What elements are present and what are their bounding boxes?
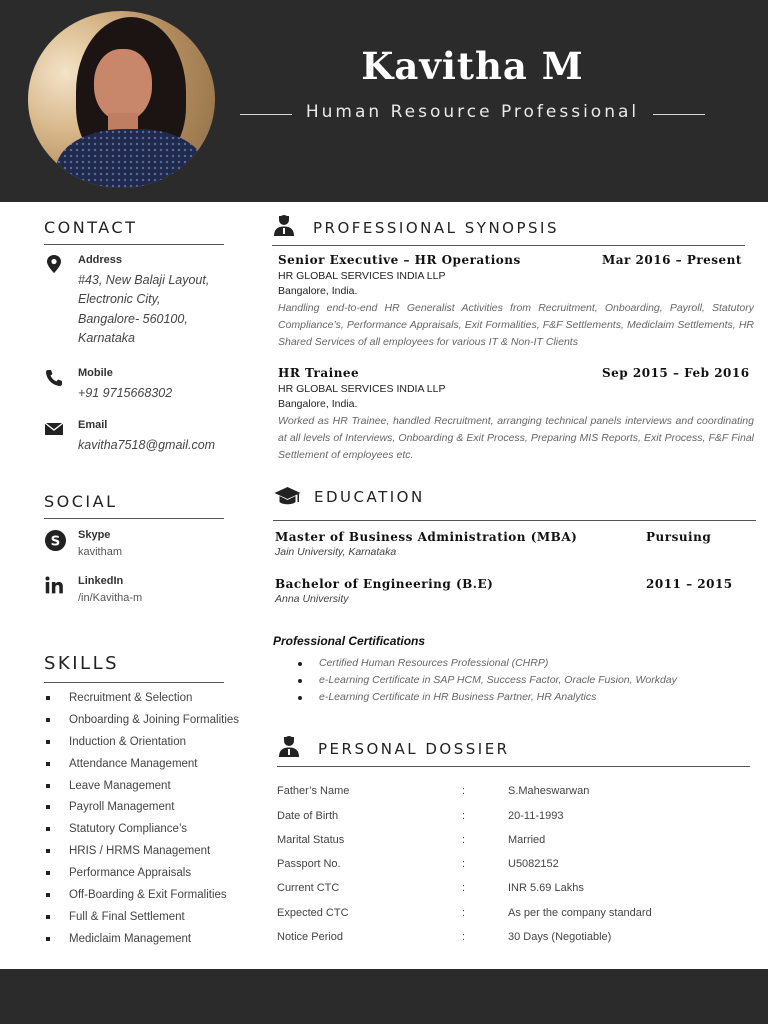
dossier-row-notice-period <box>277 931 747 949</box>
degree-title: Master of Business Administration (MBA) <box>275 530 578 544</box>
skype-icon <box>44 529 67 552</box>
skill-item: HRIS / HRMS Management <box>44 843 254 865</box>
certifications-heading: Professional Certifications <box>273 634 426 648</box>
skills-heading: SKILLS <box>44 653 120 674</box>
job-dates: Sep 2015 – Feb 2016 <box>602 366 750 380</box>
skill-item: Off-Boarding & Exit Formalities <box>44 887 254 909</box>
skill-item: Payroll Management <box>44 799 254 821</box>
skill-item: Onboarding & Joining Formalities <box>44 712 254 734</box>
phone-icon <box>44 368 64 388</box>
address-line-3: Bangalore- 560100, <box>78 312 188 326</box>
dossier-key: Expected CTC <box>277 907 349 919</box>
skill-item: Leave Management <box>44 778 254 800</box>
dossier-value: Married <box>508 834 546 846</box>
skype-label: Skype <box>78 529 111 541</box>
contact-mobile <box>44 367 244 403</box>
address-line-2: Electronic City, <box>78 292 161 306</box>
dossier-separator: : <box>462 931 466 943</box>
header-banner <box>0 0 768 202</box>
dossier-separator: : <box>462 785 466 797</box>
job-location: Bangalore, India. <box>278 285 358 297</box>
subtitle-divider-left <box>240 114 292 115</box>
education-divider <box>273 520 756 521</box>
social-divider <box>44 518 224 519</box>
dossier-value: As per the company standard <box>508 907 652 919</box>
skill-item: Induction & Orientation <box>44 734 254 756</box>
dossier-value: 30 Days (Negotiable) <box>508 931 612 943</box>
skill-item: Statutory Compliance’s <box>44 821 254 843</box>
profile-photo <box>28 11 215 188</box>
candidate-name: Kavitha M <box>361 44 584 88</box>
dossier-separator: : <box>462 907 466 919</box>
dossier-key: Marital Status <box>277 834 345 846</box>
linkedin-handle[interactable]: /in/Kavitha-m <box>78 592 143 604</box>
subtitle-row <box>240 102 705 126</box>
dossier-value: INR 5.69 Lakhs <box>508 882 584 894</box>
degree-status: Pursuing <box>646 530 712 544</box>
degree-title: Bachelor of Engineering (B.E) <box>275 577 494 591</box>
dossier-row-marital-status <box>277 834 747 852</box>
address-label: Address <box>78 254 123 266</box>
certification-item: e-Learning Certificate in SAP HCM, Success Factor, Oracle Fusion, Workday <box>298 674 677 691</box>
synopsis-heading: PROFESSIONAL SYNOPSIS <box>313 219 559 237</box>
dossier-row-fathers-name <box>277 785 747 803</box>
skill-item: Performance Appraisals <box>44 865 254 887</box>
skill-item: Attendance Management <box>44 756 254 778</box>
degree-school: Anna University <box>275 593 349 605</box>
dossier-row-date-of-birth <box>277 810 747 828</box>
candidate-subtitle: Human Resource Professional <box>305 102 640 122</box>
dossier-key: Notice Period <box>277 931 344 943</box>
skype-handle[interactable]: kavitham <box>78 546 123 558</box>
skill-item: Full & Final Settlement <box>44 909 254 931</box>
job-company: HR GLOBAL SERVICES INDIA LLP <box>278 270 446 282</box>
map-pin-icon <box>44 254 64 274</box>
subtitle-divider-right <box>653 114 705 115</box>
dossier-value: U5082152 <box>508 858 559 870</box>
dossier-heading: PERSONAL DOSSIER <box>318 740 510 758</box>
footer-band <box>0 969 768 1024</box>
social-linkedin[interactable] <box>44 575 244 611</box>
certification-item: Certified Human Resources Professional (CHRP) <box>298 657 677 674</box>
person-icon <box>272 213 296 237</box>
dossier-separator: : <box>462 858 466 870</box>
contact-divider <box>44 244 224 245</box>
address-line-1: #43, New Balaji Layout, <box>78 273 210 287</box>
job-title: Senior Executive – HR Operations <box>278 253 521 267</box>
linkedin-icon <box>44 575 65 596</box>
certifications-list <box>298 657 677 708</box>
job-dates: Mar 2016 – Present <box>602 253 742 267</box>
dossier-value: S.Maheswarwan <box>508 785 590 797</box>
skill-item: Mediclaim Management <box>44 931 254 953</box>
contact-email <box>44 419 244 455</box>
dossier-row-passport <box>277 858 747 876</box>
linkedin-label: LinkedIn <box>78 575 124 587</box>
person-icon <box>277 734 301 758</box>
certification-item: e-Learning Certificate in HR Business Partner, HR Analytics <box>298 691 677 708</box>
skill-item: Recruitment & Selection <box>44 690 254 712</box>
social-heading: SOCIAL <box>44 492 118 511</box>
dossier-separator: : <box>462 810 466 822</box>
dossier-row-expected-ctc <box>277 907 747 925</box>
social-skype[interactable] <box>44 529 244 565</box>
degree-status: 2011 – 2015 <box>646 577 733 591</box>
contact-heading: CONTACT <box>44 218 138 237</box>
graduation-cap-icon <box>273 486 302 508</box>
skills-list <box>44 690 254 953</box>
job-company: HR GLOBAL SERVICES INDIA LLP <box>278 383 446 395</box>
contact-address <box>44 254 244 354</box>
dossier-key: Current CTC <box>277 882 340 894</box>
degree-school: Jain University, Karnataka <box>275 546 397 558</box>
mobile-label: Mobile <box>78 367 113 379</box>
email-label: Email <box>78 419 108 431</box>
svg-text:S: S <box>50 534 61 550</box>
skills-divider <box>44 682 224 683</box>
dossier-separator: : <box>462 882 466 894</box>
dossier-value: 20-11-1993 <box>508 810 564 822</box>
dossier-key: Date of Birth <box>277 810 339 822</box>
dossier-key: Father’s Name <box>277 785 350 797</box>
job-title: HR Trainee <box>278 366 360 380</box>
address-line-4: Karnataka <box>78 331 135 345</box>
synopsis-divider <box>272 245 745 246</box>
job-description: Handling end-to-end HR Generalist Activities from Recruitment, Onboarding, Payroll, Statutory Compliance’s, Performance Appraisals, Exit Formalities, F&F Settlements, Mediclaim Settlements, HR Shared Services of all employees for various IT & Non-IT Clients <box>278 302 754 348</box>
mobile-number[interactable]: +91 9715668302 <box>78 386 173 400</box>
dossier-separator: : <box>462 834 466 846</box>
envelope-icon <box>44 419 64 439</box>
dossier-row-current-ctc <box>277 882 747 900</box>
education-heading: EDUCATION <box>314 488 425 506</box>
job-location: Bangalore, India. <box>278 398 358 410</box>
dossier-key: Passport No. <box>277 858 341 870</box>
job-description: Worked as HR Trainee, handled Recruitment, arranging technical panels interviews and coordinating at all levels of Interviews, Onboarding & Exit Process, Preparing MIS Reports, Exit Process, F&F Final Settlement of employees etc. <box>278 415 754 461</box>
dossier-divider <box>277 766 750 767</box>
email-address[interactable]: kavitha7518@gmail.com <box>78 438 216 452</box>
